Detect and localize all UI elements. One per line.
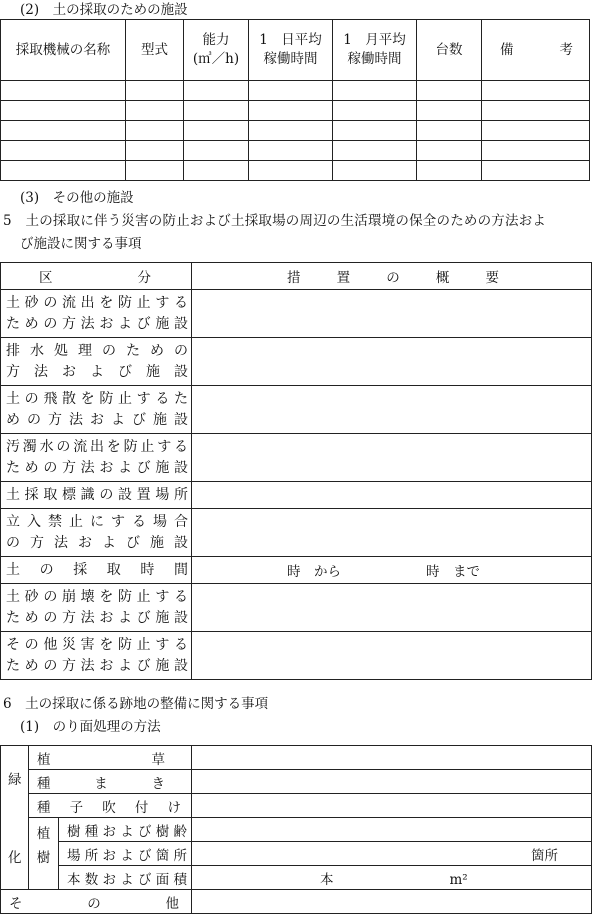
table-row: その他災害を防止する ための方法および施設	[1, 632, 592, 680]
slope-treatment-table: 緑 化 植草 種まき 種子吹付け 植 樹 樹種および樹齢 場所および箇所 箇所 本数および面積 本 m² そ の 他	[0, 745, 592, 914]
greening-label: 緑 化	[1, 746, 29, 890]
planting-label: 植 樹	[29, 818, 59, 890]
table-row: 土の飛散を防止するた めの方法および施設	[1, 386, 592, 434]
section-6-1-heading: (1) のり面処理の方法	[20, 719, 161, 735]
table-row: 土の採取時間 時 から 時 まで	[1, 557, 592, 584]
col-machine-name: 採取機械の名称	[1, 20, 126, 81]
section-6-heading: 6 土の採取に係る跡地の整備に関する事項	[3, 696, 269, 712]
equipment-table	[0, 19, 590, 181]
section-5-heading-line2: び施設に関する事項	[20, 236, 142, 252]
quantity-area-cell: 本 m²	[192, 866, 592, 890]
table-row	[1, 161, 590, 181]
measures-table	[0, 262, 592, 680]
table-row	[1, 81, 590, 101]
col-capacity: 能力 (㎥／h)	[184, 20, 249, 81]
section-3-heading: (3) その他の施設	[20, 190, 134, 206]
col-category: 区 分	[1, 263, 192, 290]
location-count-cell: 箇所	[192, 842, 592, 866]
col-type: 型式	[126, 20, 184, 81]
col-measures-summary: 措 置 の 概 要	[192, 263, 592, 290]
table-row: 汚濁水の流出を防止する ための方法および施設	[1, 434, 592, 482]
table-row	[1, 121, 590, 141]
col-monthly-hours: 1 月平均 稼働時間	[333, 20, 417, 81]
col-remarks: 備 考	[482, 20, 590, 81]
section-2-heading: (2) 土の採取のための施設	[20, 2, 188, 18]
table-row: 土採取標識の設置場所	[1, 482, 592, 509]
section-5-heading-line1: 5 土の採取に伴う災害の防止および土採取場の周辺の生活環境の保全のための方法およ	[3, 213, 547, 229]
table-row: 排水処理のための 方法および施設	[1, 338, 592, 386]
collection-time-cell: 時 から 時 まで	[192, 557, 592, 584]
table-row: 土砂の流出を防止する ための方法および施設	[1, 290, 592, 338]
col-daily-hours: 1 日平均 稼働時間	[249, 20, 333, 81]
table-row: 土砂の崩壊を防止する ための方法および施設	[1, 584, 592, 632]
table-row	[1, 141, 590, 161]
table-row	[1, 101, 590, 121]
table-row: 立入禁止にする場合 の方法および施設	[1, 509, 592, 557]
col-count: 台数	[417, 20, 482, 81]
